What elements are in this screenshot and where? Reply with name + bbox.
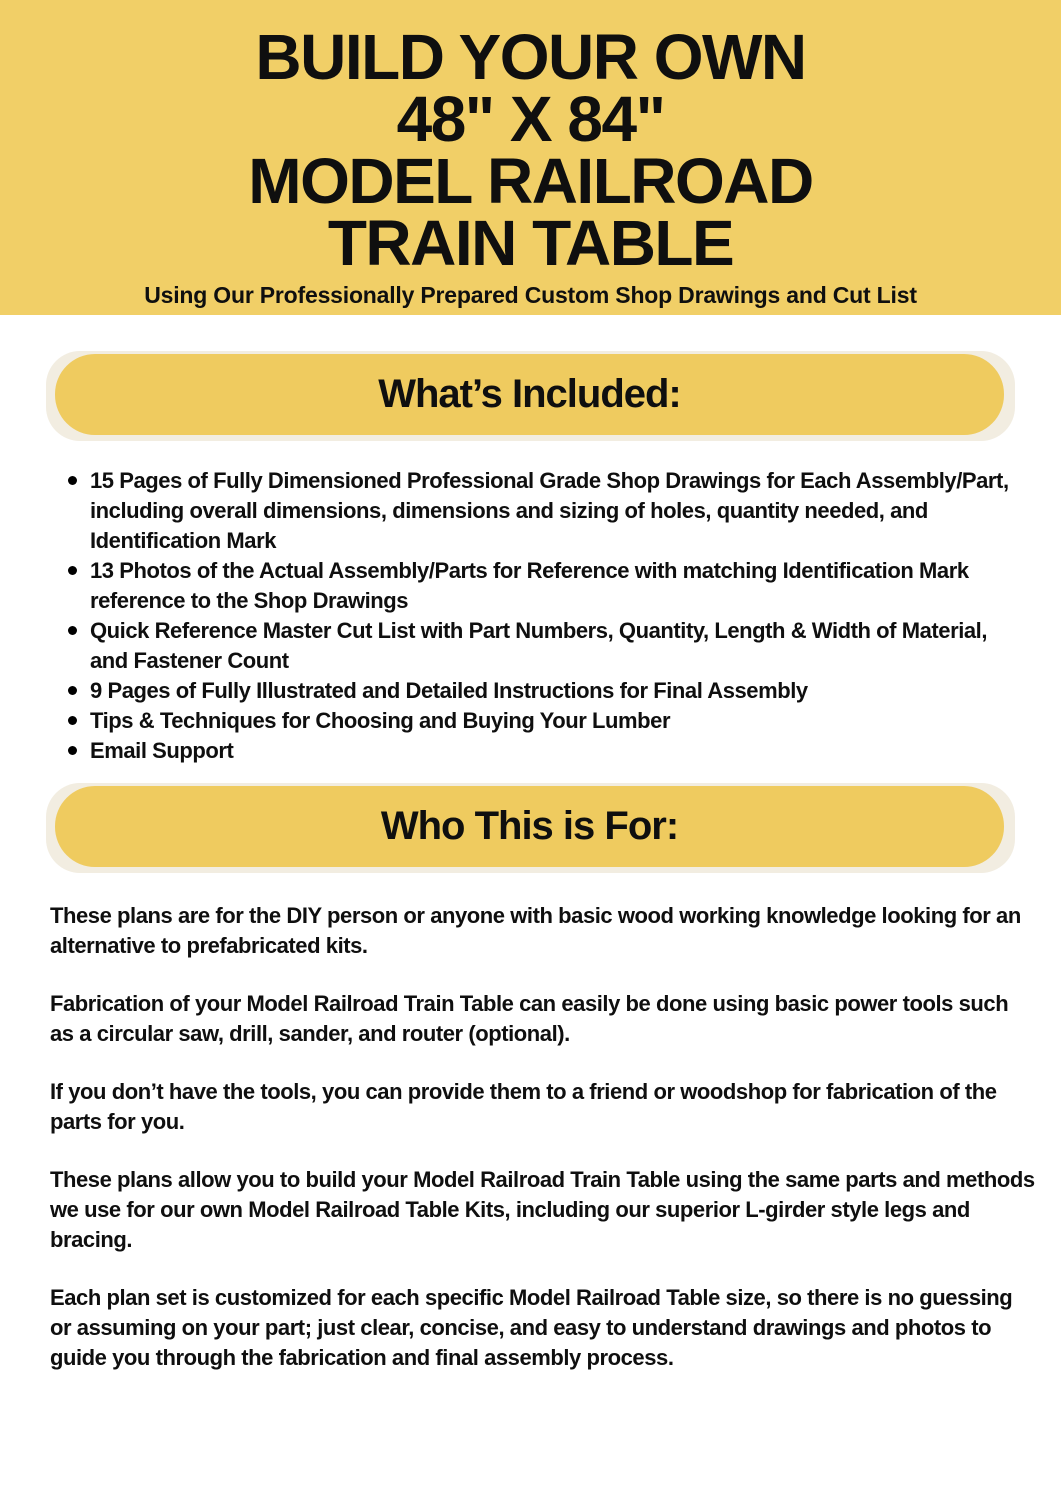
list-item-text: Quick Reference Master Cut List with Part Numbers, Quantity, Length & Width of Material, and Fastener Count — [90, 618, 988, 673]
list-item-text: 13 Photos of the Actual Assembly/Parts for Reference with matching Identification Mark reference to the Shop Drawings — [90, 558, 969, 613]
header-subtitle: Using Our Professionally Prepared Custom Shop Drawings and Cut List — [144, 282, 917, 308]
page-title — [0, 21, 1061, 279]
title-line-1: BUILD YOUR OWN — [255, 21, 806, 93]
who-this-is-for-heading: Who This is For: — [55, 786, 1004, 867]
title-line-3: MODEL RAILROAD — [248, 145, 813, 217]
who-this-is-for-heading-pill — [46, 783, 1015, 873]
paragraph: If you don’t have the tools, you can provide them to a friend or woodshop for fabrication of the parts for you. — [50, 1079, 997, 1134]
whats-included-heading-pill — [46, 351, 1015, 441]
list-item — [50, 466, 1028, 556]
paragraph: These plans allow you to build your Model Railroad Train Table using the same parts and methods we use for our own Model Railroad Table Kits, including our superior L-girder style legs and bracing. — [50, 1167, 1035, 1252]
title-line-4: TRAIN TABLE — [327, 207, 734, 279]
who-this-is-for-section — [0, 783, 1061, 1373]
title-line-2: 48" X 84" — [396, 83, 665, 155]
included-items-list — [50, 466, 1028, 766]
description-paragraphs — [50, 873, 1035, 1373]
list-item — [50, 706, 1028, 736]
paragraph: These plans are for the DIY person or anyone with basic wood working knowledge looking for an alternative to prefabricated kits. — [50, 903, 1021, 958]
list-item-text: Email Support — [90, 738, 234, 763]
bullet-icon — [68, 716, 77, 725]
list-item-text: Tips & Techniques for Choosing and Buying Your Lumber — [90, 708, 671, 733]
list-item-text: 15 Pages of Fully Dimensioned Professional Grade Shop Drawings for Each Assembly/Part, including overall dimensions, dimensions and sizing of holes, quantity needed, and Identification Mark — [90, 468, 1009, 553]
list-item — [50, 736, 1028, 766]
bullet-icon — [68, 746, 77, 755]
bullet-icon — [68, 686, 77, 695]
bullet-icon — [68, 626, 77, 635]
bullet-icon — [68, 566, 77, 575]
paragraph: Fabrication of your Model Railroad Train Table can easily be done using basic power tools such as a circular saw, drill, sander, and router (optional). — [50, 991, 1009, 1046]
list-item-text: 9 Pages of Fully Illustrated and Detailed Instructions for Final Assembly — [90, 678, 808, 703]
paragraph: Each plan set is customized for each specific Model Railroad Table size, so there is no guessing or assuming on your part; just clear, concise, and easy to understand drawings and photos to guide you through the fabrication and final assembly process. — [50, 1285, 1013, 1370]
bullet-icon — [68, 476, 77, 485]
list-item — [50, 556, 1028, 616]
whats-included-section — [0, 351, 1061, 766]
whats-included-heading: What’s Included: — [55, 354, 1004, 435]
list-item — [50, 616, 1028, 676]
list-item — [50, 676, 1028, 706]
header-banner — [0, 0, 1061, 315]
